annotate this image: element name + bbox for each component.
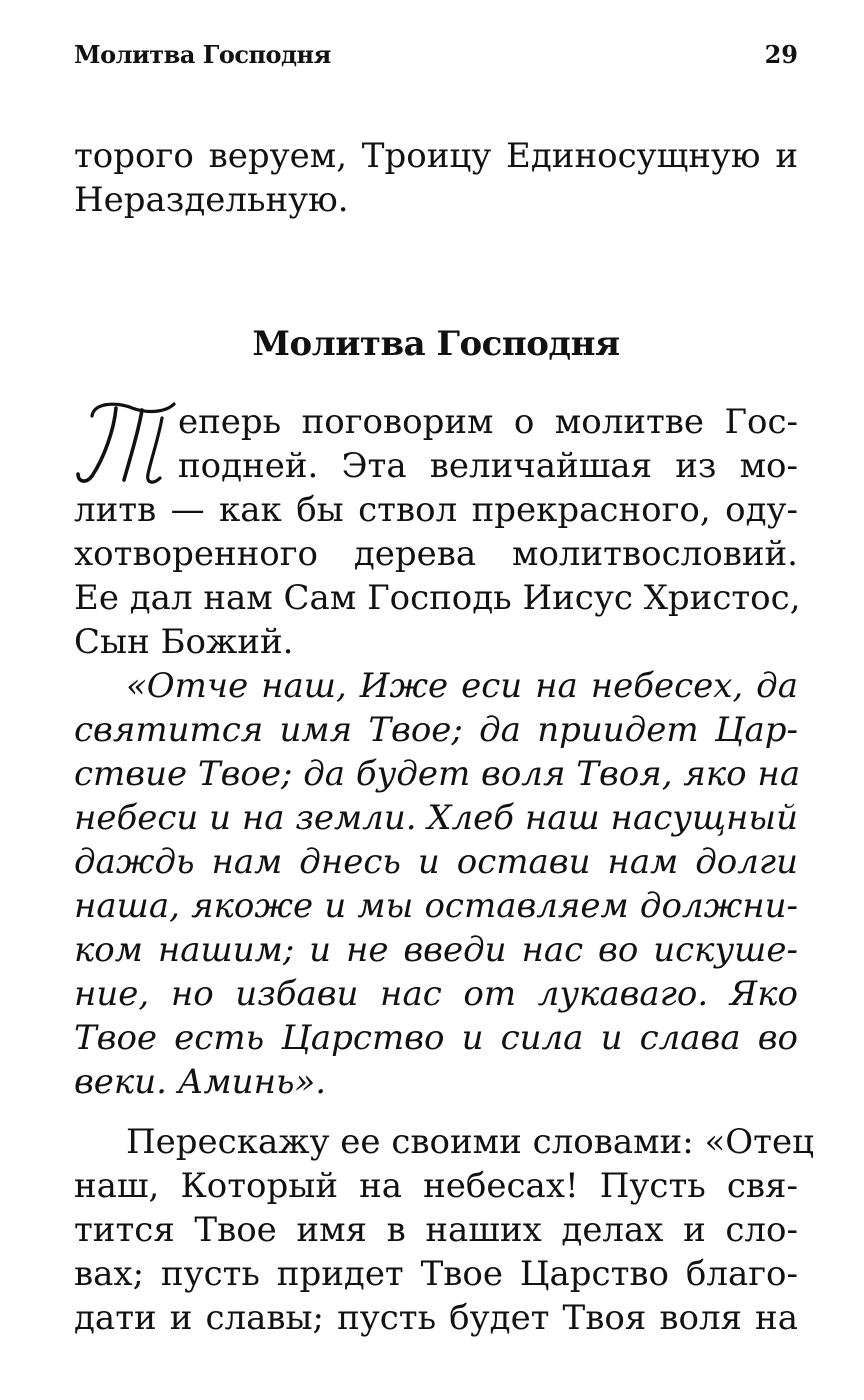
text-line: дати и славы; пусть будет Твоя воля на [74,1298,798,1338]
paragraph-1 [74,400,801,664]
page-number: 29 [764,40,798,69]
text-line: ние, но избави нас от лукаваго. Яко [74,974,798,1014]
text-line: Перескажу ее своими словами: «Отец [126,1122,814,1162]
text-line: вах; пусть придет Твое Царство благо- [74,1254,798,1294]
paragraph-2-prayer [74,664,801,1104]
running-head-title: Молитва Господня [74,40,331,69]
text-line: еперь поговорим о молитве Гос- [178,402,798,442]
previous-paragraph [74,134,798,222]
text-line: «Отче наш, Иже еси на небесех, да [126,666,798,706]
text-line: святится имя Твое; да приидет Цар- [74,710,798,750]
text-line: веки. Аминь». [74,1062,327,1102]
text-line: Твое есть Царство и сила и слава во [74,1018,798,1058]
text-line: литв — как бы ствол прекрасного, оду- [74,490,798,530]
text-line: тится Твое имя в наших делах и сло- [74,1210,798,1250]
text-line: наш, Который на небесах! Пусть свя- [74,1166,798,1206]
running-head [74,40,798,80]
text-line: ствие Твое; да будет воля Твоя, яко на [74,754,801,794]
text-line: наша, якоже и мы оставляем должни- [74,886,798,926]
paragraph-3 [74,1120,814,1340]
text-line: хотворенного дерева молитвословий. [74,534,798,574]
text-line: подней. Эта величайшая из мо- [178,446,798,486]
text-line: Сын Божий. [74,622,294,662]
text-line: ком нашим; и не введи нас во искуше- [74,930,798,970]
section-heading: Молитва Господня [252,324,620,364]
text-line: небеси и на земли. Хлеб наш насущный [74,798,798,838]
text-line: даждь нам днесь и остави нам долги [74,842,798,882]
text-line: торого веруем, Троицу Единосущную и [74,136,798,176]
text-line: Ее дал нам Сам Господь Иисус Христос, [74,578,801,618]
text-line: Нераздельную. [74,180,349,220]
